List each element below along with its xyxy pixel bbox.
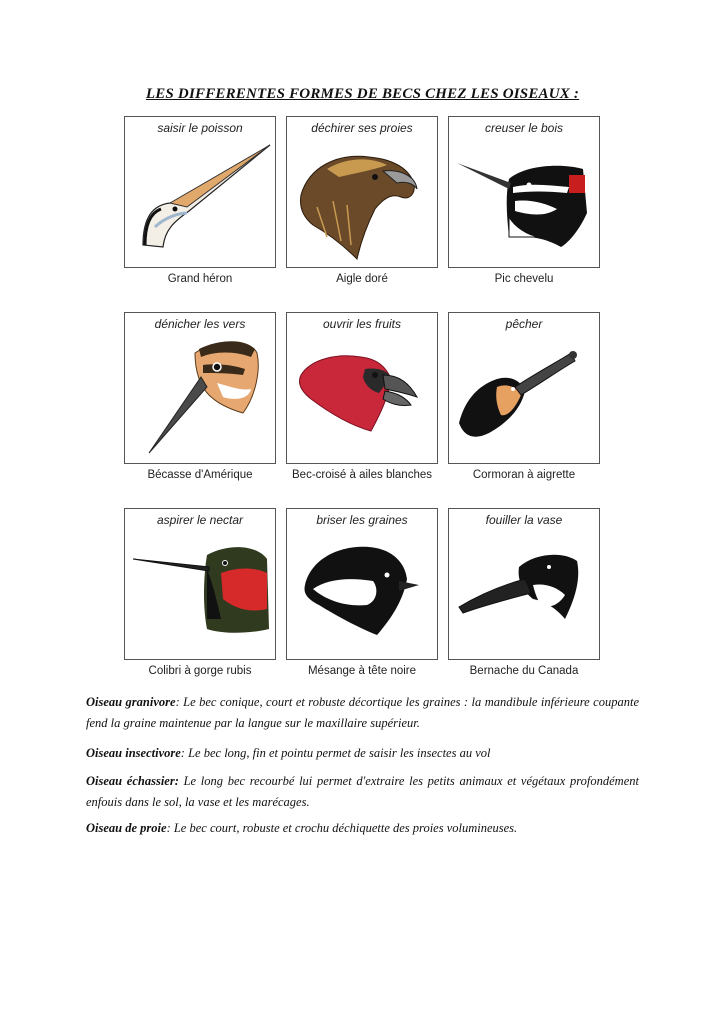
bird-panel bbox=[124, 116, 276, 268]
bird-panel bbox=[448, 116, 600, 268]
bird-function: dénicher les vers bbox=[154, 317, 246, 331]
goose-illustration bbox=[449, 509, 599, 659]
definition-separator: : bbox=[175, 695, 180, 709]
bird-panel bbox=[286, 116, 438, 268]
definition-term: Oiseau échassier: bbox=[86, 774, 179, 788]
cormorant-illustration bbox=[449, 313, 599, 463]
heron-illustration bbox=[125, 117, 275, 267]
bird-name: Grand héron bbox=[167, 273, 233, 285]
bird-function: saisir le poisson bbox=[157, 121, 243, 135]
definition-granivore bbox=[86, 692, 639, 734]
beak-grid bbox=[124, 116, 600, 684]
bird-function: déchirer ses proies bbox=[311, 121, 413, 135]
bird-name: Pic chevelu bbox=[494, 273, 554, 285]
bird-panel bbox=[286, 312, 438, 464]
bird-name: Bécasse d'Amérique bbox=[147, 469, 253, 481]
bird-panel bbox=[124, 508, 276, 660]
bird-name: Bec-croisé à ailes blanches bbox=[292, 469, 432, 481]
definition-text: Le bec conique, court et robuste décortique les graines : la mandibule inférieure coupante fend la graine maintenue par la langue sur le maxillaire supérieur. bbox=[86, 695, 639, 730]
page-title: LES DIFFERENTES FORMES DE BECS CHEZ LES OISEAUX : bbox=[145, 86, 580, 102]
bird-name: Mésange à tête noire bbox=[307, 665, 417, 677]
hummingbird-illustration bbox=[125, 509, 275, 659]
bird-function: ouvrir les fruits bbox=[322, 317, 402, 331]
definition-text: Le long bec recourbé lui permet d'extraire les petits animaux et végétaux profondément enfouis dans le sol, la vase et les marécages. bbox=[86, 774, 639, 809]
definition-term: Oiseau granivore bbox=[86, 695, 176, 709]
definition-echassier bbox=[86, 771, 639, 813]
bird-name: Colibri à gorge rubis bbox=[148, 665, 252, 677]
definition-text: Le bec court, robuste et crochu déchiquette des proies volumineuses. bbox=[170, 821, 518, 835]
bird-function: pêcher bbox=[505, 317, 543, 331]
bird-panel bbox=[448, 508, 600, 660]
bird-name: Aigle doré bbox=[336, 273, 388, 285]
bird-function: creuser le bois bbox=[484, 121, 564, 135]
chickadee-illustration bbox=[287, 509, 437, 659]
bird-function: briser les graines bbox=[316, 513, 408, 527]
definition-term: Oiseau de proie bbox=[86, 821, 167, 835]
definition-separator: : bbox=[166, 821, 171, 835]
bird-panel bbox=[448, 312, 600, 464]
woodpecker-illustration bbox=[449, 117, 599, 267]
definition-term: Oiseau insectivore bbox=[86, 746, 181, 760]
definition-insectivore bbox=[86, 743, 639, 764]
bird-panel bbox=[124, 312, 276, 464]
bird-name: Cormoran à aigrette bbox=[472, 469, 576, 481]
bird-function: fouiller la vase bbox=[485, 513, 563, 527]
definition-text: Le bec long, fin et pointu permet de saisir les insectes au vol bbox=[184, 746, 491, 760]
bird-name: Bernache du Canada bbox=[469, 665, 579, 677]
definition-separator: : bbox=[180, 746, 185, 760]
eagle-illustration bbox=[287, 117, 437, 267]
woodcock-illustration bbox=[125, 313, 275, 463]
bird-function: aspirer le nectar bbox=[156, 513, 244, 527]
definition-proie bbox=[86, 818, 639, 839]
bird-panel bbox=[286, 508, 438, 660]
crossbill-illustration bbox=[287, 313, 437, 463]
